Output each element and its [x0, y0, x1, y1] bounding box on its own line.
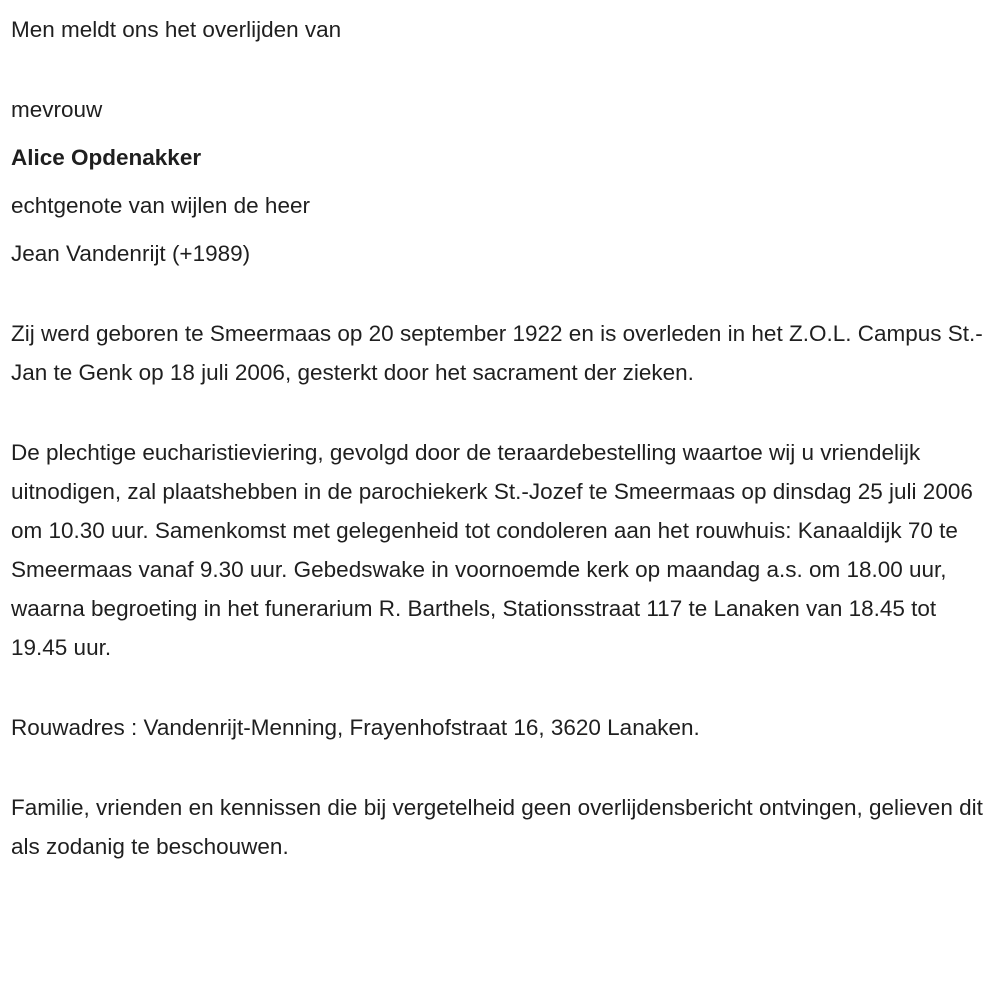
birth-death-paragraph: Zij werd geboren te Smeermaas op 20 september 1922 en is overleden in het Z.O.L. Campus St.-Jan te Genk op 18 juli 2006, gesterkt door het sacrament der zieken.: [11, 321, 983, 385]
spouse-name: Jean Vandenrijt (+1989): [11, 241, 251, 266]
deceased-name: Alice Opdenakker: [11, 145, 202, 170]
mourning-address: Rouwadres : Vandenrijt-Menning, Frayenhofstraat 16, 3620 Lanaken.: [11, 715, 700, 740]
obituary-document: [11, 10, 986, 866]
intro-line: Men meldt ons het overlijden van: [11, 17, 342, 42]
title-prefix: mevrouw: [11, 97, 103, 122]
spouse-intro: echtgenote van wijlen de heer: [11, 193, 310, 218]
closing-paragraph: Familie, vrienden en kennissen die bij vergetelheid geen overlijdensbericht ontvingen, gelieven dit als zodanig te beschouwen.: [11, 795, 983, 859]
ceremony-paragraph: De plechtige eucharistieviering, gevolgd door de teraardebestelling waartoe wij u vriendelijk uitnodigen, zal plaatshebben in de parochiekerk St.-Jozef te Smeermaas op dinsdag 25 juli 2006 om 10.30 uur. Samenkomst met gelegenheid tot condoleren aan het rouwhuis: Kanaaldijk 70 te Smeermaas vanaf 9.30 uur. Gebedswake in voornoemde kerk op maandag a.s. om 18.00 uur, waarna begroeting in het funerarium R. Barthels, Stationsstraat 117 te Lanaken van 18.45 tot 19.45 uur.: [11, 440, 973, 660]
